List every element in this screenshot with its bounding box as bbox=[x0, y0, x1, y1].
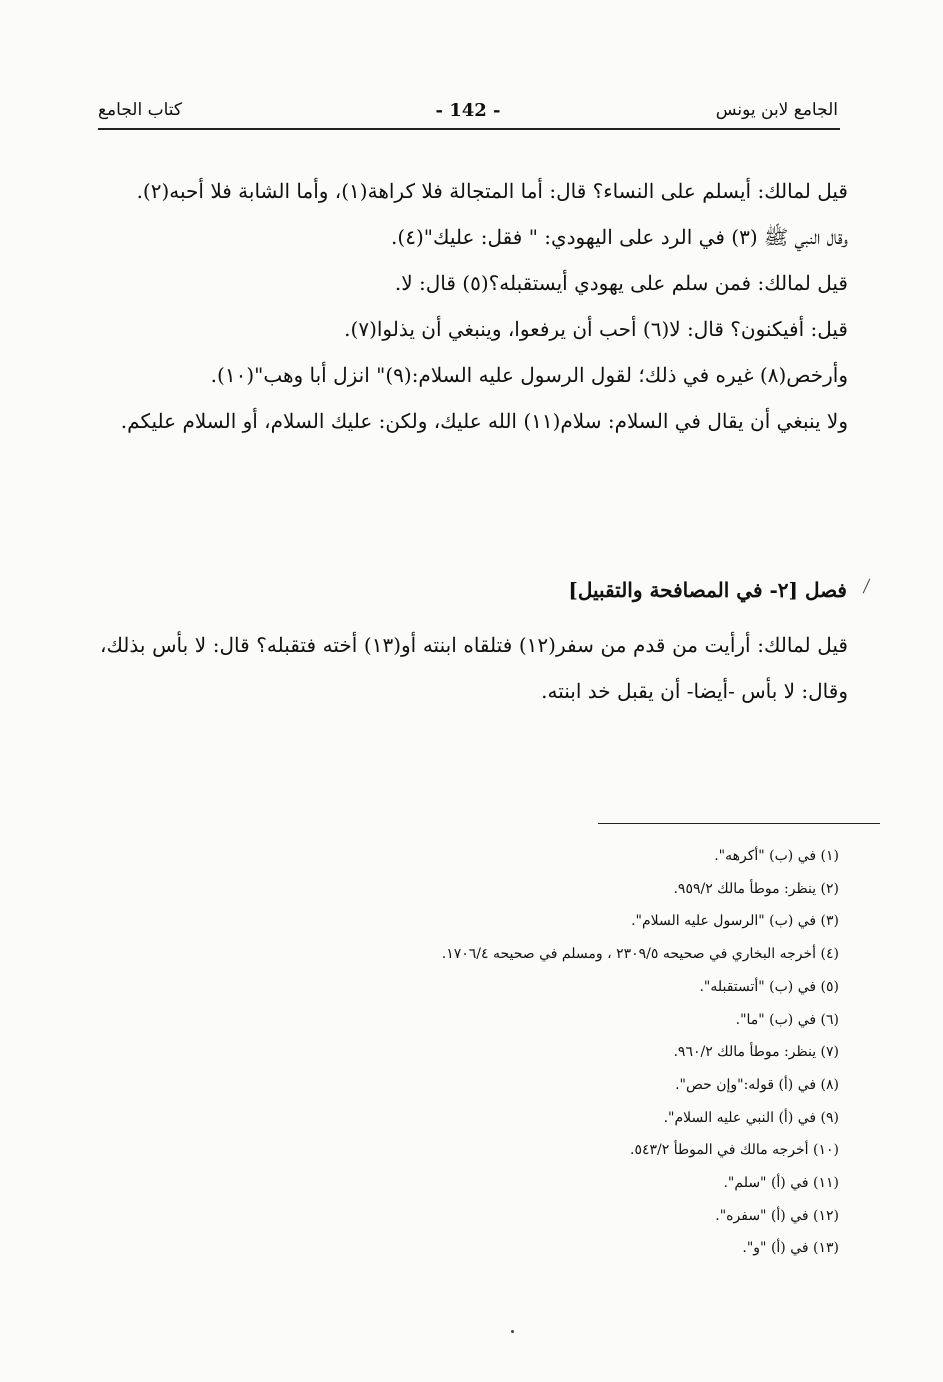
section-text bbox=[100, 622, 848, 714]
footnote: (١٣) في (أ) "و". bbox=[742, 1240, 839, 1257]
header-book-title: الجامع لابن يونس bbox=[715, 100, 838, 120]
page-header bbox=[98, 100, 838, 128]
paragraph: قيل لمالك: فمن سلم على يهودي أيستقبله؟(٥) قال: لا. bbox=[394, 271, 848, 295]
footnote: (١٢) في (أ) "سفره". bbox=[715, 1207, 839, 1224]
footnote: (٥) في (ب) "أتستقبله". bbox=[699, 978, 839, 995]
footnotes bbox=[442, 840, 839, 1265]
page-number: - 142 - bbox=[435, 100, 501, 121]
paragraph: وأرخص(٨) غيره في ذلك؛ لقول الرسول عليه السلام:(٩)" انزل أبا وهب"(١٠). bbox=[210, 363, 848, 387]
paragraph: قيل: أفيكنون؟ قال: لا(٦) أحب أن يرفعوا، وينبغي أن يذلوا(٧). bbox=[344, 317, 848, 341]
section-heading: فصل [٢- في المصافحة والتقبيل] bbox=[568, 578, 847, 602]
footnote: (٢) ينظر: موطأ مالك ٩٥٩/٢. bbox=[673, 880, 839, 897]
main-text bbox=[100, 168, 848, 444]
footnote: (١) في (ب) "أكرهه". bbox=[714, 848, 839, 864]
footnote: (٣) في (ب) "الرسول عليه السلام". bbox=[631, 913, 839, 930]
header-rule bbox=[98, 128, 840, 130]
paragraph: ولا ينبغي أن يقال في السلام: سلام(١١) الله عليك، ولكن: عليك السلام، أو السلام عليكم. bbox=[120, 409, 848, 433]
margin-mark bbox=[863, 579, 871, 594]
footnote-rule bbox=[598, 823, 880, 824]
paragraph: وقال النبي ﷺ (٣) في الرد على اليهودي: " فقل: عليك"(٤). bbox=[391, 225, 848, 249]
footnote: (١٠) أخرجه مالك في الموطأ ٥٤٣/٢. bbox=[630, 1142, 839, 1159]
footnote: (٤) أخرجه البخاري في صحيحه ٢٣٠٩/٥ ، ومسلم في صحيحه ١٧٠٦/٤. bbox=[441, 946, 839, 963]
paragraph: قيل لمالك: أيسلم على النساء؟ قال: أما المتجالة فلا كراهة(١)، وأما الشابة فلا أحبه(٢). bbox=[136, 179, 848, 203]
footnote: (٦) في (ب) "ما". bbox=[735, 1011, 839, 1028]
footnote: (٩) في (أ) النبي عليه السلام". bbox=[663, 1109, 839, 1126]
header-chapter-title: كتاب الجامع bbox=[98, 100, 183, 120]
footnote: (١١) في (أ) "سلم". bbox=[723, 1175, 839, 1192]
scan-speck bbox=[511, 1330, 514, 1333]
paragraph: قيل لمالك: أرأيت من قدم من سفر(١٢) فتلقاه ابنته أو(١٣) أخته فتقبله؟ قال: لا بأس بذلك، وقال: لا بأس -أيضا- أن يقبل خد ابنته. bbox=[100, 633, 848, 703]
footnote: (٧) ينظر: موطأ مالك ٩٦٠/٢. bbox=[673, 1044, 839, 1061]
footnote: (٨) في (أ) قوله:"وإن حص". bbox=[675, 1076, 839, 1093]
